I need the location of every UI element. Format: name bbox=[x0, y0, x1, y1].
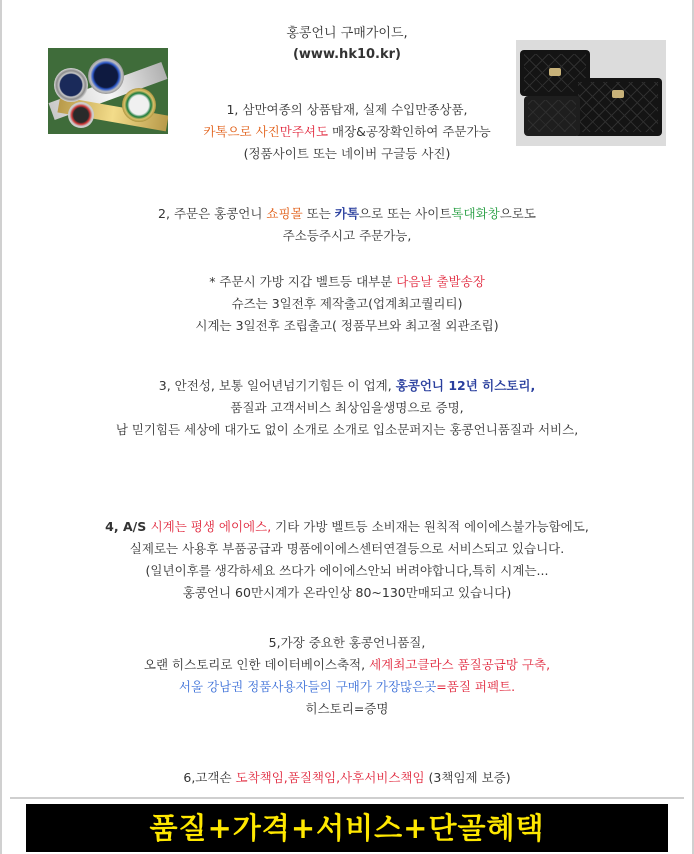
footer-divider bbox=[10, 797, 684, 799]
order-note-line-3: 시계는 3일전후 조립출고( 정품무브와 최고절 외관조립) bbox=[195, 318, 499, 333]
order-note-line-2: 슈즈는 3일전후 제작출고(업계최고퀄리티) bbox=[231, 296, 463, 311]
section-6 bbox=[2, 767, 692, 789]
guide-title: 홍콩언니 구매가이드, bbox=[286, 26, 408, 41]
section-2 bbox=[2, 203, 692, 247]
section-2-line-2: 주소등주시고 주문가능, bbox=[282, 228, 412, 243]
footer-banner-text: 품질+가격+서비스+단골혜택 bbox=[149, 811, 545, 845]
section-5-line-2: 오랜 히스토리로 인한 데이터베이스축적, 세계최고클라스 품질공급망 구축, bbox=[143, 657, 551, 672]
section-5-line-4: 히스토리=증명 bbox=[305, 701, 389, 716]
section-3-line-2: 품질과 고객서비스 최상임을생명으로 증명, bbox=[230, 400, 464, 415]
order-note-line-1: * 주문시 가방 지갑 벨트등 대부분 다음날 출발송장 bbox=[209, 274, 485, 289]
section-3 bbox=[2, 375, 692, 441]
section-4 bbox=[2, 516, 692, 604]
section-5-line-3: 서울 강남권 정품사용자들의 구매가 가장많은곳=품질 퍼펙트. bbox=[178, 679, 516, 694]
section-3-line-1: 3, 안전성, 보통 일어년넘기기힘든 이 업계, 홍콩언니 12년 히스토리, bbox=[158, 378, 536, 393]
site-url: (www.hk10.kr) bbox=[292, 47, 401, 62]
section-3-line-3: 남 믿기힘든 세상에 대가도 없이 소개로 소개로 입소문퍼지는 홍콩언니품질과 서비스, bbox=[115, 422, 579, 437]
section-1-line-1: 1, 삼만여종의 상품탑재, 실제 수입만종상품, bbox=[226, 102, 468, 117]
section-6-line-1: 6,고객손 도착책임,품질책임,사후서비스책임 (3책임제 보증) bbox=[183, 770, 511, 785]
section-4-line-3: (일년이후를 생각하세요 쓰다가 에이에스안뇌 버려야합니다,특히 시계는... bbox=[145, 563, 549, 578]
section-1 bbox=[2, 99, 692, 165]
section-5 bbox=[2, 632, 692, 720]
footer-banner bbox=[26, 804, 668, 852]
section-1-line-2: 카톡으로 사진만주셔도 매장&공장확인하여 주문가능 bbox=[203, 124, 491, 139]
section-1-line-3: (정품사이트 또는 네이버 구글등 사진) bbox=[243, 146, 451, 161]
section-4-line-1: 4, A/S 시계는 평생 에이에스, 기타 가방 벨트등 소비재는 원칙적 에이에스불가능함에도, bbox=[105, 519, 589, 534]
section-5-line-1: 5,가장 중요한 홍콩언니품질, bbox=[268, 635, 426, 650]
order-note bbox=[2, 271, 692, 337]
section-4-line-4: 홍콩언니 60만시계가 온라인상 80~130만매되고 있습니다) bbox=[182, 585, 512, 600]
section-4-line-2: 실제로는 사용후 부품공급과 명품에이에스센터연결등으로 서비스되고 있습니다. bbox=[129, 541, 565, 556]
section-2-line-1: 2, 주문은 홍콩언니 쇼핑몰 또는 카톡으로 또는 사이트톡대화창으로도 bbox=[158, 206, 536, 221]
